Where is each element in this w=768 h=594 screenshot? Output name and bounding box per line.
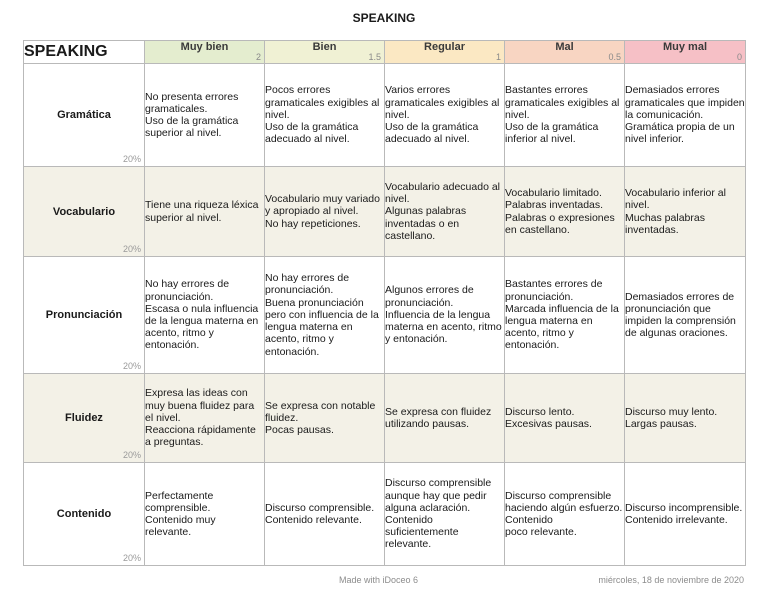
rubric-cell[interactable]: Bastantes errores gramaticales exigibles al nivel. Uso de la gramática inferior al nivel. [505,64,625,167]
criterion-cell [24,374,145,463]
criterion-name: Pronunciación [45,309,123,321]
criterion-row-gramatica [24,64,746,167]
rubric-cell[interactable]: Discurso incomprensible. Contenido irrelevante. [625,463,746,566]
rubric-cell[interactable]: Pocos errores gramaticales exigibles al nivel. Uso de la gramática adecuado al nivel. [265,64,385,167]
criterion-name: Contenido [56,508,112,520]
criterion-name: Vocabulario [52,205,116,218]
page-title: SPEAKING [352,11,416,25]
footer-made-with: Made with iDoceo 6 [339,575,419,585]
criterion-cell [24,257,145,374]
rubric-cell[interactable]: No hay errores de pronunciación. Buena pronunciación pero con influencia de la lengua materna en acento, ritmo y entonación. [265,257,385,374]
rubric-cell[interactable]: Algunos errores de pronunciación. Influencia de la lengua materna en acento, ritmo y entonación. [385,257,505,374]
criterion-name: Fluidez [65,412,103,424]
criterion-cell [24,167,145,257]
level-score: 0 [736,52,742,62]
rubric-cell[interactable]: Varios errores gramaticales exigibles al nivel. Uso de la gramática adecuado al nivel. [385,64,505,167]
criterion-weight: 20% [122,553,141,563]
criterion-weight: 20% [122,361,141,371]
rubric-cell[interactable]: Expresa las ideas con muy buena fluidez para el nivel. Reacciona rápidamente a preguntas. [145,374,265,463]
level-label: Bien [312,41,337,53]
criterion-cell [24,64,145,167]
level-header [265,41,385,64]
rubric-table [23,40,746,566]
level-score: 1.5 [368,52,381,62]
criterion-name: Gramática [57,109,111,121]
criterion-weight: 20% [122,154,141,164]
level-label: Mal [555,41,574,53]
level-score: 0.5 [608,52,621,62]
rubric-cell[interactable]: Discurso lento. Excesivas pausas. [505,374,625,463]
level-header [385,41,505,64]
rubric-cell[interactable]: Discurso comprensible haciendo algún esfuerzo. Contenido poco relevante. [505,463,625,566]
rubric-cell[interactable]: No presenta errores gramaticales. Uso de la gramática superior al nivel. [145,64,265,167]
level-label: Muy bien [180,41,229,53]
level-header [505,41,625,64]
rubric-cell[interactable]: Discurso comprensible. Contenido relevante. [265,463,385,566]
rubric-cell[interactable]: Vocabulario inferior al nivel. Muchas palabras inventadas. [625,167,746,257]
level-label: Muy mal [662,41,707,53]
rubric-cell[interactable]: Discurso comprensible aunque hay que pedir alguna aclaración. Contenido suficientemente relevante. [385,463,505,566]
rubric-cell[interactable]: Vocabulario limitado. Palabras inventadas. Palabras o expresiones en castellano. [505,167,625,257]
footer-date: miércoles, 18 de noviembre de 2020 [598,575,744,585]
rubric-cell[interactable]: Demasiados errores de pronunciación que impiden la comprensión de algunas oraciones. [625,257,746,374]
level-label: Regular [424,41,465,53]
level-header [145,41,265,64]
header-row [24,41,746,64]
rubric-cell[interactable]: Discurso muy lento. Largas pausas. [625,374,746,463]
criterion-row-pronunciacion [24,257,746,374]
rubric-cell[interactable]: Tiene una riqueza léxica superior al nivel. [145,167,265,257]
criterion-row-vocabulario [24,167,746,257]
rubric-title: SPEAKING [24,41,145,64]
rubric-cell[interactable]: Demasiados errores gramaticales que impiden la comunicación. Gramática propia de un nivel inferior. [625,64,746,167]
criterion-weight: 20% [122,244,141,254]
level-header [625,41,746,64]
rubric-cell[interactable]: Bastantes errores de pronunciación. Marcada influencia de la lengua materna en acento, ritmo y entonación. [505,257,625,374]
criterion-weight: 20% [122,450,141,460]
level-score: 1 [495,52,501,62]
criterion-row-fluidez [24,374,746,463]
rubric-cell[interactable]: Se expresa con notable fluidez. Pocas pausas. [265,374,385,463]
rubric-cell[interactable]: Perfectamente comprensible. Contenido muy relevante. [145,463,265,566]
criterion-row-contenido [24,463,746,566]
rubric-cell[interactable]: Se expresa con fluidez utilizando pausas. [385,374,505,463]
criterion-cell [24,463,145,566]
level-score: 2 [255,52,261,62]
rubric-cell[interactable]: Vocabulario muy variado y apropiado al nivel. No hay repeticiones. [265,167,385,257]
rubric-cell[interactable]: No hay errores de pronunciación. Escasa o nula influencia de la lengua materna en acento, ritmo y entonación. [145,257,265,374]
rubric-cell[interactable]: Vocabulario adecuado al nivel. Algunas palabras inventadas o en castellano. [385,167,505,257]
